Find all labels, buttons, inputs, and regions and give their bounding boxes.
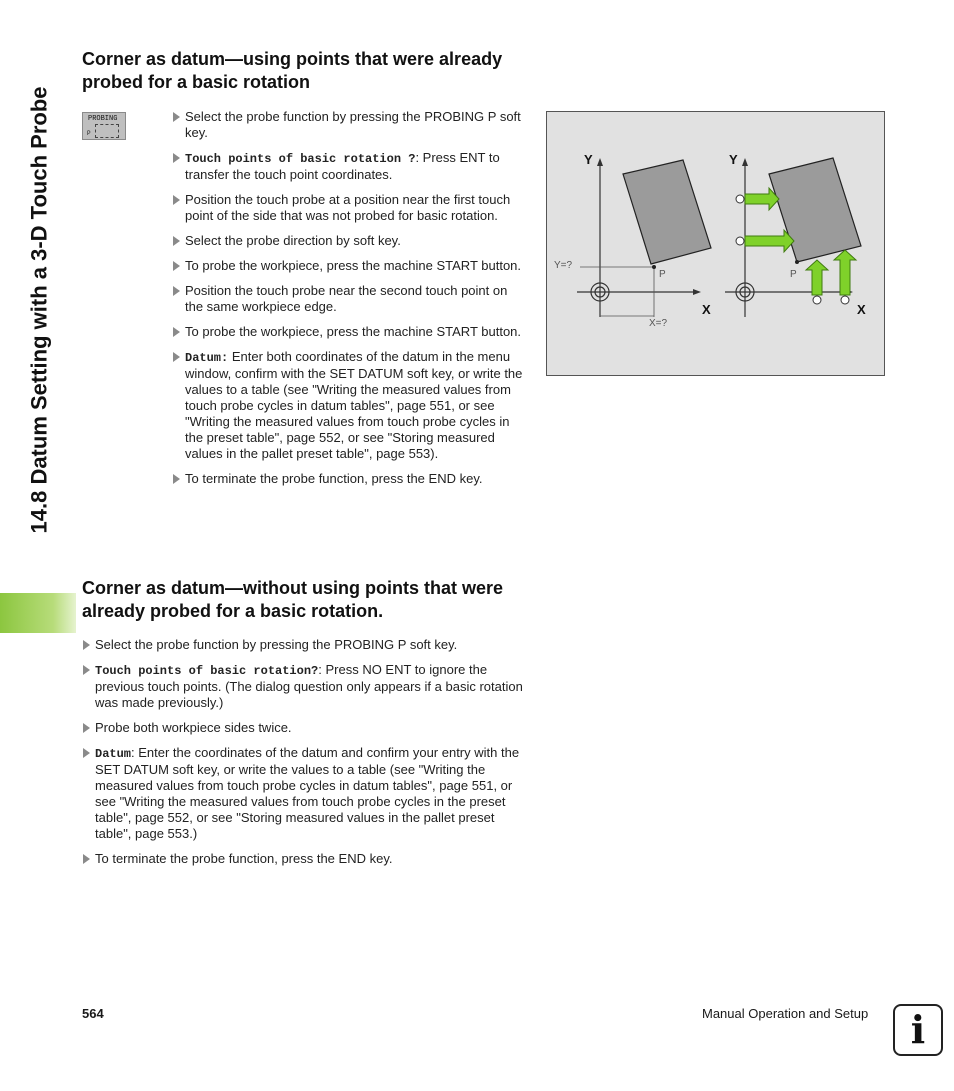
list-item: Position the touch probe at a position near the first touch point of the side that was not probed for basic rotation.	[172, 192, 527, 224]
x-axis-right-label: X	[857, 302, 866, 317]
probe-arrow-up-left	[806, 260, 828, 295]
y-axis-right-label: Y	[729, 152, 738, 167]
side-chapter-title	[18, 40, 60, 580]
page-number: 564	[82, 1006, 104, 1021]
side-chapter-title-text: 14.8 Datum Setting with a 3-D Touch Probe	[26, 86, 52, 534]
list-item: Datum: Enter both coordinates of the datum in the menu window, confirm with the SET DATUM soft key, or write the values to a table (see "Writing the measured values from touch probe cycles in datum tables", page 551, or see "Writing the measured values from touch probe cycles in the preset table", page 552, or see "Storing measured values in the pallet preset table", page 553).	[172, 349, 527, 462]
point-p-right	[795, 260, 799, 264]
y-equals-label: Y=?	[554, 260, 573, 271]
list-item: Touch points of basic rotation ?: Press ENT to transfer the touch point coordinates.	[172, 150, 527, 183]
softkey-corner-icon	[95, 124, 119, 138]
list-item: Probe both workpiece sides twice.	[82, 720, 527, 736]
chapter-footer-title: Manual Operation and Setup	[702, 1006, 869, 1021]
list-item: To terminate the probe function, press the END key.	[82, 851, 527, 867]
probing-softkey-icon	[82, 112, 126, 140]
list-item: Select the probe function by pressing the PROBING P soft key.	[82, 637, 527, 653]
list-item: To terminate the probe function, press the END key.	[172, 471, 527, 487]
softkey-label: PROBING	[88, 115, 118, 123]
probe-point	[736, 195, 744, 203]
section1-steps	[172, 109, 527, 496]
x-equals-label: X=?	[649, 318, 668, 329]
list-item: Select the probe direction by soft key.	[172, 233, 527, 249]
info-icon	[893, 1004, 943, 1056]
probe-point	[813, 296, 821, 304]
softkey-p-label: P	[87, 130, 91, 137]
probe-point	[736, 237, 744, 245]
point-p-left	[652, 265, 656, 269]
section1-heading: Corner as datum—using points that were already probed for a basic rotation	[82, 49, 503, 92]
y-axis-left-label: Y	[584, 152, 593, 167]
p-left-label: P	[659, 269, 666, 280]
list-item: Position the touch probe near the second touch point on the same workpiece edge.	[172, 283, 527, 315]
workpiece-left	[623, 160, 711, 264]
section2-steps	[82, 637, 527, 876]
x-axis-left-arrowhead	[693, 289, 701, 295]
section2-heading: Corner as datum—without using points that were already probed for a basic rotation.	[82, 578, 504, 621]
list-item: Datum: Enter the coordinates of the datum and confirm your entry with the SET DATUM soft key, or write the values to a table (see "Writing the measured values from touch probe cycles in datum tables", page 551, or see "Writing the measured values from touch probe cycles in the preset table", page 552, or see "Storing measured values in the pallet preset table", page 553.)	[82, 745, 527, 842]
list-item: Touch points of basic rotation?: Press NO ENT to ignore the previous touch points. (The dialog question only appears if a basic rotation was made previously.)	[82, 662, 527, 711]
probe-arrow-up-right	[834, 250, 856, 295]
probe-arrow-right-lower	[745, 230, 794, 252]
y-axis-right-arrowhead	[742, 158, 748, 166]
x-axis-left-label: X	[702, 302, 711, 317]
corner-datum-diagram	[547, 112, 886, 377]
y-axis-left-arrowhead	[597, 158, 603, 166]
chapter-tab-marker	[0, 593, 76, 633]
list-item: To probe the workpiece, press the machine START button.	[172, 258, 527, 274]
list-item: To probe the workpiece, press the machine START button.	[172, 324, 527, 340]
corner-datum-figure	[546, 111, 885, 376]
info-icon-glyph: i	[910, 1007, 926, 1052]
p-right-label: P	[790, 269, 797, 280]
list-item: Select the probe function by pressing the PROBING P soft key.	[172, 109, 527, 141]
probe-point	[841, 296, 849, 304]
